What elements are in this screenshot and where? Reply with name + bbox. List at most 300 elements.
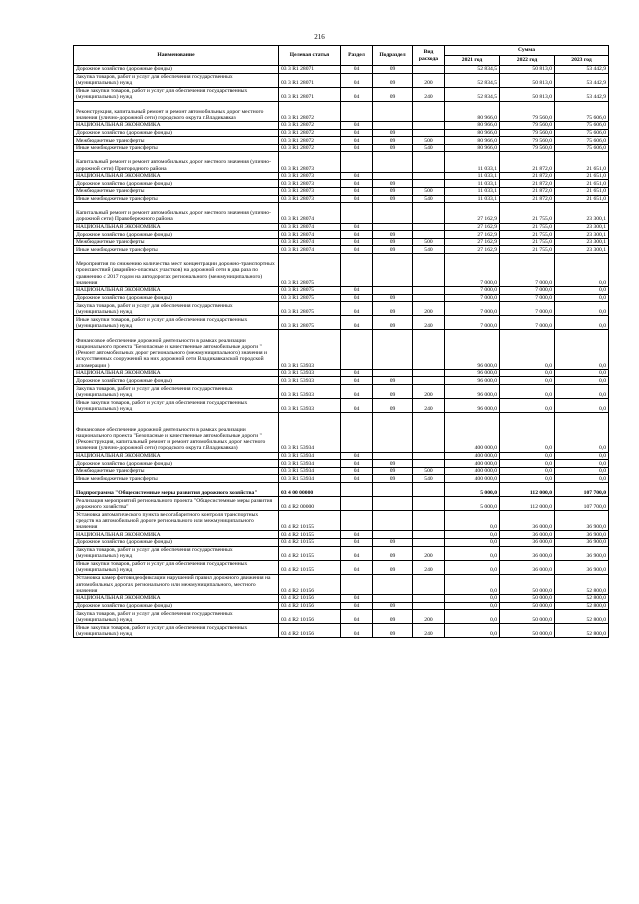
row-2021: 0,0 (445, 624, 500, 638)
row-2023: 0,0 (555, 294, 609, 302)
row-section: 04 (341, 369, 373, 377)
row-2022: 50 813,0 (500, 87, 555, 101)
row-expense-type (413, 483, 445, 497)
row-2022: 7 000,0 (500, 294, 555, 302)
row-target: 03 4 00 00000 (279, 483, 341, 497)
row-expense-type: 200 (413, 610, 445, 624)
row-subsection (373, 452, 413, 460)
table-row (74, 377, 609, 385)
table-row (74, 624, 609, 638)
table-row (74, 231, 609, 239)
row-target: 03 3 R1 28073 (279, 195, 341, 203)
row-2022: 21 872,0 (500, 152, 555, 172)
row-subsection (373, 369, 413, 377)
row-name: НАЦИОНАЛЬНАЯ ЭКОНОМИКА (74, 369, 279, 377)
row-target: 03 3 R1 28075 (279, 302, 341, 316)
table-body (74, 66, 609, 638)
header-2022: 2022 год (500, 56, 555, 66)
row-2023: 0,0 (555, 302, 609, 316)
row-2022: 21 872,0 (500, 172, 555, 180)
row-subsection: 09 (373, 624, 413, 638)
row-name: Реконструкция, капитальный ремонт и ремонт автомобильных дорог местного значения (улично-дорожной сети) городского округа г.Владикавказ (74, 101, 279, 121)
row-section: 04 (341, 73, 373, 87)
row-2023: 0,0 (555, 399, 609, 413)
row-2021: 27 162,9 (445, 223, 500, 231)
table-row (74, 610, 609, 624)
header-2021: 2021 год (445, 56, 500, 66)
row-2022: 79 560,0 (500, 144, 555, 152)
row-section: 04 (341, 238, 373, 246)
row-target: 03 3 R1 53933 (279, 330, 341, 370)
row-subsection (373, 413, 413, 453)
row-name: Мероприятия по снижению количества мест концентрации дорожно-транспортных происшествий (аварийно-опасных участков) на дорожной сети в два раза по сравнению с 2017 годом на автодорогах регионального (межмуниципального) значения (74, 253, 279, 286)
table-row (74, 287, 609, 295)
row-subsection: 09 (373, 231, 413, 239)
row-subsection: 09 (373, 129, 413, 137)
row-section: 04 (341, 377, 373, 385)
row-target: 03 4 R2 10155 (279, 546, 341, 560)
header-subsection: Подраздел (373, 46, 413, 66)
row-subsection: 09 (373, 238, 413, 246)
row-target: 03 3 R1 53933 (279, 369, 341, 377)
row-subsection (373, 253, 413, 286)
row-expense-type (413, 180, 445, 188)
row-2021: 0,0 (445, 546, 500, 560)
row-subsection: 09 (373, 610, 413, 624)
row-2023: 0,0 (555, 475, 609, 483)
row-2023: 75 606,0 (555, 129, 609, 137)
row-subsection: 09 (373, 294, 413, 302)
row-2021: 0,0 (445, 594, 500, 602)
row-expense-type (413, 253, 445, 286)
row-2023: 36 900,0 (555, 560, 609, 574)
row-expense-type: 240 (413, 624, 445, 638)
row-target: 03 4 R2 00000 (279, 497, 341, 511)
row-subsection: 09 (373, 195, 413, 203)
row-2023: 21 651,0 (555, 152, 609, 172)
row-target: 03 3 R1 28075 (279, 287, 341, 295)
row-subsection: 09 (373, 467, 413, 475)
row-target: 03 3 R1 28072 (279, 144, 341, 152)
row-target: 03 3 R1 53934 (279, 452, 341, 460)
row-section (341, 330, 373, 370)
header-target: Целевая статья (279, 46, 341, 66)
row-name: Реализация мероприятий регионального проекта "Общесистемные меры развития дорожного хозяйства" (74, 497, 279, 511)
row-name: Закупка товаров, работ и услуг для обеспечения государственных (муниципальных) нужд (74, 302, 279, 316)
row-2022: 50 000,0 (500, 610, 555, 624)
row-2023: 0,0 (555, 330, 609, 370)
row-expense-type (413, 531, 445, 539)
row-name: Закупка товаров, работ и услуг для обеспечения государственных (муниципальных) нужд (74, 610, 279, 624)
row-2022: 21 755,0 (500, 223, 555, 231)
row-target: 03 3 R1 53933 (279, 377, 341, 385)
row-target: 03 3 R1 28075 (279, 253, 341, 286)
row-2021: 5 000,0 (445, 483, 500, 497)
row-section: 04 (341, 223, 373, 231)
row-subsection (373, 497, 413, 511)
row-expense-type (413, 460, 445, 468)
row-2021: 27 162,9 (445, 231, 500, 239)
row-section: 04 (341, 129, 373, 137)
row-2022: 0,0 (500, 369, 555, 377)
row-2021: 11 033,1 (445, 180, 500, 188)
row-target: 03 3 R1 28071 (279, 87, 341, 101)
row-2022: 50 813,0 (500, 66, 555, 74)
row-2022: 21 872,0 (500, 187, 555, 195)
row-2022: 21 872,0 (500, 180, 555, 188)
row-subsection: 09 (373, 137, 413, 145)
row-name: Дорожное хозяйство (дорожные фонды) (74, 602, 279, 610)
row-2022: 7 000,0 (500, 302, 555, 316)
row-name: Закупка товаров, работ и услуг для обеспечения государственных (муниципальных) нужд (74, 73, 279, 87)
row-2022: 79 560,0 (500, 101, 555, 121)
row-subsection: 09 (373, 399, 413, 413)
row-2021: 80 966,0 (445, 129, 500, 137)
row-2023: 75 606,0 (555, 121, 609, 129)
row-section: 04 (341, 246, 373, 254)
row-2023: 0,0 (555, 287, 609, 295)
row-name: НАЦИОНАЛЬНАЯ ЭКОНОМИКА (74, 223, 279, 231)
row-2022: 0,0 (500, 413, 555, 453)
row-name: НАЦИОНАЛЬНАЯ ЭКОНОМИКА (74, 121, 279, 129)
row-section: 04 (341, 531, 373, 539)
row-expense-type (413, 452, 445, 460)
row-section: 04 (341, 231, 373, 239)
row-name: Иные закупки товаров, работ и услуг для обеспечения государственных (муниципальных) нужд (74, 399, 279, 413)
row-section: 04 (341, 594, 373, 602)
row-2023: 53 442,9 (555, 73, 609, 87)
row-name: Дорожное хозяйство (дорожные фонды) (74, 460, 279, 468)
row-target: 03 3 R1 28073 (279, 152, 341, 172)
row-2021: 400 000,0 (445, 413, 500, 453)
table-row (74, 316, 609, 330)
row-expense-type (413, 294, 445, 302)
row-2022: 79 560,0 (500, 137, 555, 145)
row-name: Закупка товаров, работ и услуг для обеспечения государственных (муниципальных) нужд (74, 546, 279, 560)
table-row (74, 497, 609, 511)
table-row (74, 302, 609, 316)
row-2023: 53 442,9 (555, 87, 609, 101)
row-expense-type (413, 223, 445, 231)
row-subsection (373, 152, 413, 172)
row-2023: 23 300,1 (555, 246, 609, 254)
row-2021: 400 000,0 (445, 467, 500, 475)
row-section: 04 (341, 137, 373, 145)
row-2023: 21 651,0 (555, 172, 609, 180)
row-subsection: 09 (373, 187, 413, 195)
row-2023: 23 300,1 (555, 238, 609, 246)
row-2022: 21 755,0 (500, 238, 555, 246)
row-2021: 96 000,0 (445, 385, 500, 399)
row-subsection (373, 172, 413, 180)
row-2023: 36 900,0 (555, 531, 609, 539)
row-2022: 21 755,0 (500, 203, 555, 223)
row-name: Дорожное хозяйство (дорожные фонды) (74, 539, 279, 547)
row-section: 04 (341, 180, 373, 188)
row-2022: 50 000,0 (500, 602, 555, 610)
row-2021: 52 834,5 (445, 73, 500, 87)
table-header (74, 46, 609, 66)
row-name: Дорожное хозяйство (дорожные фонды) (74, 180, 279, 188)
row-2021: 5 000,0 (445, 497, 500, 511)
row-expense-type (413, 574, 445, 594)
row-section: 04 (341, 467, 373, 475)
row-subsection: 09 (373, 180, 413, 188)
table-row (74, 594, 609, 602)
row-subsection: 09 (373, 246, 413, 254)
row-2022: 112 000,0 (500, 483, 555, 497)
row-2022: 50 000,0 (500, 624, 555, 638)
row-name: Межбюджетные трансферты (74, 238, 279, 246)
table-row (74, 152, 609, 172)
table-row (74, 144, 609, 152)
row-expense-type: 540 (413, 144, 445, 152)
budget-table (73, 45, 609, 638)
header-name: Наименование (74, 46, 279, 66)
row-2021: 80 966,0 (445, 144, 500, 152)
row-2023: 0,0 (555, 452, 609, 460)
row-section: 04 (341, 87, 373, 101)
header-sum: Сумма (445, 46, 609, 56)
row-2023: 0,0 (555, 385, 609, 399)
row-section: 04 (341, 385, 373, 399)
row-2021: 80 966,0 (445, 121, 500, 129)
row-2021: 27 162,9 (445, 203, 500, 223)
row-expense-type (413, 377, 445, 385)
row-section (341, 253, 373, 286)
row-name: Финансовое обеспечение дорожной деятельности в рамках реализации национального проекта "Безопасные и качественные автомобильные дороги " (Ремонт автомобильных дорог регионального (межмуниципального) значения и искусственных сооружений на них дорожной сети Владикавказской городской агломерации ) (74, 330, 279, 370)
row-target: 03 3 R1 53934 (279, 475, 341, 483)
row-target: 03 4 R2 10156 (279, 574, 341, 594)
row-2023: 75 606,0 (555, 144, 609, 152)
row-2022: 21 755,0 (500, 246, 555, 254)
row-target: 03 3 R1 28073 (279, 180, 341, 188)
table-row (74, 172, 609, 180)
row-2023: 107 700,0 (555, 497, 609, 511)
table-row (74, 560, 609, 574)
row-subsection (373, 101, 413, 121)
row-subsection (373, 531, 413, 539)
row-subsection (373, 223, 413, 231)
row-2023: 23 300,1 (555, 203, 609, 223)
row-target: 03 3 R1 28072 (279, 101, 341, 121)
row-name: Межбюджетные трансферты (74, 467, 279, 475)
row-section: 04 (341, 460, 373, 468)
table-row (74, 253, 609, 286)
row-section (341, 203, 373, 223)
table-row (74, 452, 609, 460)
row-2023: 75 606,0 (555, 101, 609, 121)
table-row (74, 546, 609, 560)
row-2023: 52 800,0 (555, 610, 609, 624)
row-section: 04 (341, 294, 373, 302)
row-section: 04 (341, 539, 373, 547)
row-expense-type: 240 (413, 560, 445, 574)
table-row (74, 511, 609, 531)
row-section: 04 (341, 624, 373, 638)
row-section: 04 (341, 610, 373, 624)
row-2023: 23 300,1 (555, 231, 609, 239)
header-section: Раздел (341, 46, 373, 66)
row-target: 03 4 R2 10156 (279, 610, 341, 624)
row-expense-type: 540 (413, 195, 445, 203)
row-subsection (373, 511, 413, 531)
table-row (74, 385, 609, 399)
row-2021: 11 033,1 (445, 152, 500, 172)
row-target: 03 3 R1 53934 (279, 460, 341, 468)
row-target: 03 3 R1 28072 (279, 137, 341, 145)
row-2023: 0,0 (555, 467, 609, 475)
row-name: НАЦИОНАЛЬНАЯ ЭКОНОМИКА (74, 594, 279, 602)
row-target: 03 4 R2 10156 (279, 594, 341, 602)
row-target: 03 3 R1 53934 (279, 413, 341, 453)
row-expense-type: 200 (413, 73, 445, 87)
row-2022: 0,0 (500, 460, 555, 468)
row-target: 03 3 R1 28073 (279, 172, 341, 180)
row-name: Межбюджетные трансферты (74, 187, 279, 195)
row-target: 03 3 R1 28075 (279, 316, 341, 330)
row-2023: 52 800,0 (555, 624, 609, 638)
row-expense-type (413, 497, 445, 511)
table-row (74, 369, 609, 377)
row-target: 03 3 R1 28072 (279, 129, 341, 137)
row-subsection: 09 (373, 546, 413, 560)
row-target: 03 3 R1 28071 (279, 73, 341, 87)
row-target: 03 3 R1 28074 (279, 238, 341, 246)
row-section: 04 (341, 187, 373, 195)
table-row (74, 460, 609, 468)
row-2023: 0,0 (555, 377, 609, 385)
row-target: 03 4 R2 10155 (279, 511, 341, 531)
row-expense-type (413, 511, 445, 531)
row-name: Дорожное хозяйство (дорожные фонды) (74, 129, 279, 137)
row-2021: 7 000,0 (445, 287, 500, 295)
row-expense-type: 500 (413, 238, 445, 246)
table-row (74, 467, 609, 475)
row-2023: 0,0 (555, 413, 609, 453)
row-name: Закупка товаров, работ и услуг для обеспечения государственных (муниципальных) нужд (74, 385, 279, 399)
row-subsection: 09 (373, 87, 413, 101)
row-section: 04 (341, 172, 373, 180)
row-name: Иные закупки товаров, работ и услуг для обеспечения государственных (муниципальных) нужд (74, 87, 279, 101)
table-row (74, 399, 609, 413)
row-target: 03 4 R2 10155 (279, 560, 341, 574)
row-name: Иные межбюджетные трансферты (74, 246, 279, 254)
row-section (341, 511, 373, 531)
row-name: Иные закупки товаров, работ и услуг для обеспечения государственных (муниципальных) нужд (74, 316, 279, 330)
row-2021: 96 000,0 (445, 377, 500, 385)
row-2023: 52 800,0 (555, 574, 609, 594)
row-expense-type (413, 330, 445, 370)
row-2021: 0,0 (445, 560, 500, 574)
row-2022: 0,0 (500, 475, 555, 483)
row-2023: 36 900,0 (555, 546, 609, 560)
row-expense-type (413, 287, 445, 295)
row-section (341, 497, 373, 511)
table-row (74, 574, 609, 594)
row-2021: 0,0 (445, 511, 500, 531)
row-2022: 7 000,0 (500, 253, 555, 286)
row-section: 04 (341, 302, 373, 316)
row-expense-type (413, 121, 445, 129)
row-expense-type: 540 (413, 475, 445, 483)
row-2021: 400 000,0 (445, 452, 500, 460)
row-name: Межбюджетные трансферты (74, 137, 279, 145)
header-expense-type: Вид расхода (413, 46, 445, 66)
row-expense-type (413, 539, 445, 547)
row-section (341, 413, 373, 453)
row-2022: 36 000,0 (500, 546, 555, 560)
row-2023: 36 900,0 (555, 539, 609, 547)
row-2022: 0,0 (500, 377, 555, 385)
row-2022: 50 000,0 (500, 574, 555, 594)
table-row (74, 238, 609, 246)
row-name: Подпрограмма "Общесистемные меры развития дорожного хозяйства" (74, 483, 279, 497)
row-2022: 36 000,0 (500, 531, 555, 539)
row-expense-type: 540 (413, 246, 445, 254)
row-expense-type: 500 (413, 187, 445, 195)
row-target: 03 4 R2 10156 (279, 624, 341, 638)
row-2023: 21 651,0 (555, 187, 609, 195)
row-2021: 7 000,0 (445, 253, 500, 286)
row-subsection: 09 (373, 475, 413, 483)
row-target: 03 4 R2 10155 (279, 539, 341, 547)
row-name: Капитальный ремонт и ремонт автомобильных дорог местного значения (улично-дорожной сети) Правобережного района (74, 203, 279, 223)
row-2022: 79 560,0 (500, 129, 555, 137)
row-2023: 52 800,0 (555, 602, 609, 610)
row-target: 03 4 R2 10156 (279, 602, 341, 610)
row-section: 04 (341, 66, 373, 74)
row-target: 03 3 R1 28073 (279, 187, 341, 195)
row-2022: 21 755,0 (500, 231, 555, 239)
row-2023: 21 651,0 (555, 195, 609, 203)
row-section: 04 (341, 195, 373, 203)
row-2021: 27 162,9 (445, 238, 500, 246)
row-name: Дорожное хозяйство (дорожные фонды) (74, 294, 279, 302)
row-section: 04 (341, 475, 373, 483)
row-2023: 0,0 (555, 460, 609, 468)
row-section: 04 (341, 452, 373, 460)
row-subsection: 09 (373, 385, 413, 399)
row-name: Установка камер фотовидеофиксации нарушений правил дорожного движения на автомобильных дорогах регионального или межмуниципального, местного значения (74, 574, 279, 594)
row-2021: 7 000,0 (445, 316, 500, 330)
row-name: Дорожное хозяйство (дорожные фонды) (74, 231, 279, 239)
row-target: 03 4 R2 10155 (279, 531, 341, 539)
row-target: 03 3 R1 53934 (279, 467, 341, 475)
table-row (74, 483, 609, 497)
row-section: 04 (341, 560, 373, 574)
row-2022: 0,0 (500, 399, 555, 413)
row-2023: 21 651,0 (555, 180, 609, 188)
row-expense-type: 240 (413, 399, 445, 413)
table-row (74, 531, 609, 539)
row-section: 04 (341, 316, 373, 330)
row-name: Дорожное хозяйство (дорожные фонды) (74, 377, 279, 385)
row-name: Иные межбюджетные трансферты (74, 475, 279, 483)
row-name: Иные закупки товаров, работ и услуг для обеспечения государственных (муниципальных) нужд (74, 560, 279, 574)
row-subsection (373, 574, 413, 594)
row-2021: 0,0 (445, 574, 500, 594)
row-2023: 0,0 (555, 369, 609, 377)
row-target: 03 3 R1 28074 (279, 203, 341, 223)
row-2023: 53 442,9 (555, 66, 609, 74)
row-section (341, 574, 373, 594)
row-2022: 0,0 (500, 385, 555, 399)
row-2022: 21 872,0 (500, 195, 555, 203)
row-expense-type: 200 (413, 546, 445, 560)
row-section: 04 (341, 144, 373, 152)
row-section: 04 (341, 399, 373, 413)
